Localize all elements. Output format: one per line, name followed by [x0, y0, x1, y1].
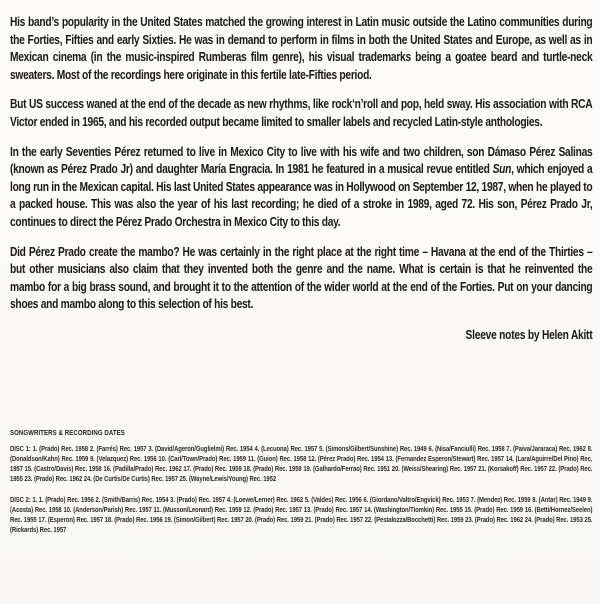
disc2-credits: DISC 2: 1. 1. (Prado) Rec. 1956 2. (Smith/Barris) Rec. 1954 3. (Prado) Rec. 1957 4. (Loewe/Lerner) Rec. 1962 5. (Valdes) Rec. 1956 6. (Giordano/Valtro/Engvick) Rec. 1953 7. (Mendez) Rec. 1959 8. (Antar) Rec. 1949 9. (Acosta) Rec. 1958 10. (Anderson/Parish) Rec. 1957 11. (Musson/Leonard) Rec. 1959 12. (Prado) Rec. 1957 13. (Prado) Rec. 1957 14. (Washington/Tiomkin) Rec. 1955 15. (Prado) Rec. 1959 16. (Betti/Hornez/Seelen) Rec. 1955 17. (Esperon) Rec. 1957 18. (Prado) Rec. 1956 19. (Simon/Gilbert) Rec. 1957 20. (Prado) Rec. 1959 21. (Prado) Rec. 1957 22. (Pestalozza/Bocchetti) Rec. 1959 23. (Prado) Rec. 1962 24. (Prado) Rec. 1953 25. (Rickards) Rec. 1957	[10, 494, 593, 534]
paragraph-3-text: In the early Seventies Pérez returned to live in Mexico City to live with his wife and two children, son Dámaso Pérez Salinas (known as Pérez Prado Jr) and daughter María Engracia. In 1981 he featured in a musical revue entitled	[10, 143, 593, 177]
paragraph-3	[10, 143, 592, 231]
sleeve-notes-column	[10, 13, 592, 546]
paragraph-1: His band’s popularity in the United States matched the growing interest in Latin music outside the Latino communities during the Forties, Fifties and early Sixties. He was in demand to perform in films in both the United States and Europe, as well as in Mexican cinema (in the music-inspired Rumberas film genre), his visual trademarks being a goatee beard and turtle-neck sweaters. Most of the recordings here originate in this fertile late-Fifties period.	[10, 14, 593, 82]
credits-heading: SONGWRITERS & RECORDING DATES	[10, 427, 125, 437]
byline: Sleeve notes by Helen Akitt	[465, 326, 593, 342]
disc1-credits: DISC 1: 1. (Prado) Rec. 1958 2. (Farrés) Rec. 1957 3. (David/Ageron/Guglielmi) Rec. 1954 4. (Lecuona) Rec. 1957 5. (Simons/Gilbert/Sunshine) Rec. 1949 6. (Nisa/Fanciulli) Rec. 1958 7. (Paiva/Jararaca) Rec. 1962 8. (Donaldson/Kahn) Rec. 1959 9. (Velazquez) Rec. 1956 10. (Carl/Town/Prado) Rec. 1959 11. (Guion) Rec. 1958 12. (Pérez Prado) Rec. 1954 13. (Fernandez Esperon/Stewart) Rec. 1957 14. (Lara/Aguirre/Del Pino) Rec. 1957 15. (Castro/Davis) Rec. 1958 16. (Padilla/Prado) Rec. 1962 17. (Prado) Rec. 1959 18. (Prado) Rec. 1959 19. (Galhardo/Ferrao) Rec. 1951 20. (Weiss/Shearing) Rec. 1957 21. (Korsakoff) Rec. 1957 22. (Prado) Rec. 1955 23. (Prado) Rec. 1962 24. (De Curtis/De Curtis) Rec. 1957 25. (Wayne/Lewis/Young) Rec. 1952	[10, 443, 593, 483]
paragraph-4: Did Pérez Prado create the mambo? He was certainly in the right place at the right time – Havana at the end of the Thirties – but other musicians also claim that they invented both the genre and the name. What is certain is that he reinvented the mambo for a big brass sound, and brought it to the attention of the wider world at the end of the Forties. Put on your dancing shoes and mambo along to this selection of his best.	[10, 243, 593, 312]
paragraph-3-text-cont: , which enjoyed a long run in the Mexican capital. His last United States appearance was in Hollywood on September 12, 1987, when he played to a packed house. This was also the year of his last recording; he died of a stroke in 1989, aged 72. His son, Pérez Prado Jr, continues to direct the Pérez Prado Orchestra in Mexico City to this day.	[10, 161, 593, 229]
credits-section	[10, 428, 592, 535]
paragraph-2: But US success waned at the end of the decade as new rhythms, like rock‘n’roll and pop, held sway. His association with RCA Victor ended in 1965, and his recorded output became limited to smaller labels and recycled Latin-style anthologies.	[10, 96, 593, 129]
revue-title-italic: Sun	[492, 161, 512, 177]
